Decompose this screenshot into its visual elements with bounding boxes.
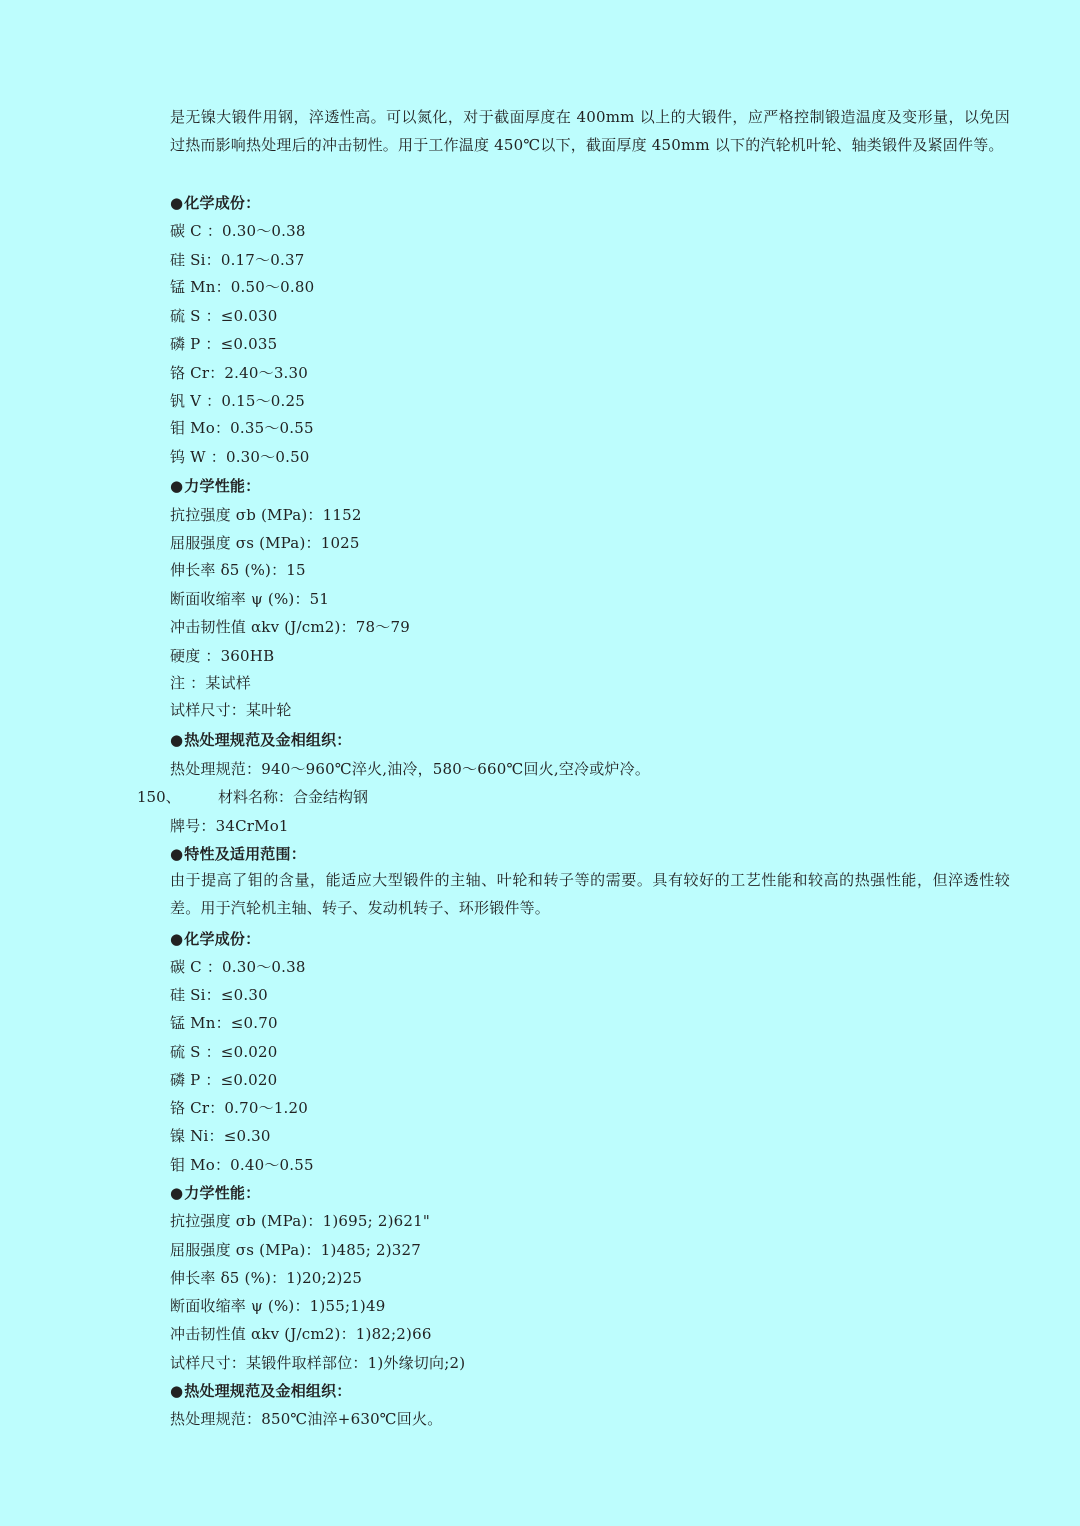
chem-item: 碳 C ：0.30～0.38 (170, 958, 306, 976)
chem-heading: ●化学成份： (170, 930, 261, 948)
props-paragraph: 由于提高了钼的含量，能适应大型锻件的主轴、叶轮和转子等的需要。具有较好的工艺性能和较高的热强性能，但淬透性较差。用于汽轮机主轴、转子、发动机转子、环形锻件等。 (170, 871, 1010, 917)
mech-item: 屈服强度 σs (MPa)：1025 (170, 534, 360, 552)
mech-item: 冲击韧性值 αkv (J/cm2)：1)82;2)66 (170, 1325, 432, 1343)
mech-heading: ●力学性能： (170, 1184, 261, 1202)
heat-text: 热处理规范：850℃油淬+630℃回火。 (170, 1410, 443, 1428)
chem-heading: ●化学成份： (170, 194, 261, 212)
mech-item: 试样尺寸：某叶轮 (170, 701, 292, 719)
chem-item: 硫 S ：≤0.030 (170, 307, 278, 325)
mech-item: 硬度 ：360HB (170, 647, 275, 665)
chem-item: 锰 Mn：≤0.70 (170, 1014, 278, 1032)
bullet-icon: ● (170, 845, 184, 863)
chem-item: 硅 Si：≤0.30 (170, 986, 268, 1004)
bullet-icon: ● (170, 1382, 184, 1400)
mech-item: 屈服强度 σs (MPa)：1)485; 2)327 (170, 1241, 421, 1259)
chem-item: 锰 Mn：0.50～0.80 (170, 278, 315, 296)
mech-item: 断面收缩率 ψ (%)：51 (170, 590, 330, 608)
chem-item: 磷 P ：≤0.020 (170, 1071, 278, 1089)
chem-item: 铬 Cr：0.70～1.20 (170, 1099, 309, 1117)
heat-heading: ●热处理规范及金相组织： (170, 1382, 352, 1400)
mech-item: 伸长率 δ5 (%)：15 (170, 561, 306, 579)
bullet-icon: ● (170, 731, 184, 749)
chem-item: 铬 Cr：2.40～3.30 (170, 364, 309, 382)
material-name: 材料名称：合金结构钢 (218, 788, 369, 806)
chem-item: 镍 Ni：≤0.30 (170, 1127, 271, 1145)
chem-item: 钼 Mo：0.40～0.55 (170, 1156, 314, 1174)
mech-item: 注 ：某试样 (170, 674, 251, 692)
chem-item: 硫 S ：≤0.020 (170, 1043, 278, 1061)
heat-heading: ●热处理规范及金相组织： (170, 731, 352, 749)
mech-item: 试样尺寸：某锻件取样部位：1)外缘切向;2) (170, 1354, 466, 1372)
bullet-icon: ● (170, 1184, 184, 1202)
props-heading: ●特性及适用范围： (170, 845, 306, 863)
mech-heading: ●力学性能： (170, 477, 261, 495)
chem-item: 钒 V ：0.15～0.25 (170, 392, 305, 410)
mech-item: 断面收缩率 ψ (%)：1)55;1)49 (170, 1297, 386, 1315)
mech-item: 冲击韧性值 αkv (J/cm2)：78～79 (170, 618, 410, 636)
mech-item: 抗拉强度 σb (MPa)：1152 (170, 506, 362, 524)
grade: 牌号：34CrMo1 (170, 817, 289, 835)
chem-item: 碳 C ：0.30～0.38 (170, 222, 306, 240)
chem-item: 硅 Si：0.17～0.37 (170, 251, 305, 269)
chem-item: 钼 Mo：0.35～0.55 (170, 419, 314, 437)
intro-paragraph: 是无镍大锻件用钢，淬透性高。可以氮化，对于截面厚度在 400mm 以上的大锻件，应严格控制锻造温度及变形量，以免因过热而影响热处理后的冲击韧性。用于工作温度 450℃以下，截面厚度 450mm 以下的汽轮机叶轮、轴类锻件及紧固件等。 (170, 108, 1010, 154)
bullet-icon: ● (170, 930, 184, 948)
bullet-icon: ● (170, 194, 184, 212)
chem-item: 磷 P ：≤0.035 (170, 335, 278, 353)
entry-number: 150、 (137, 788, 181, 806)
mech-item: 伸长率 δ5 (%)：1)20;2)25 (170, 1269, 363, 1287)
bullet-icon: ● (170, 477, 184, 495)
chem-item: 钨 W ：0.30～0.50 (170, 448, 310, 466)
mech-item: 抗拉强度 σb (MPa)：1)695; 2)621" (170, 1212, 430, 1230)
heat-text: 热处理规范：940～960℃淬火,油冷，580～660℃回火,空冷或炉冷。 (170, 760, 651, 778)
